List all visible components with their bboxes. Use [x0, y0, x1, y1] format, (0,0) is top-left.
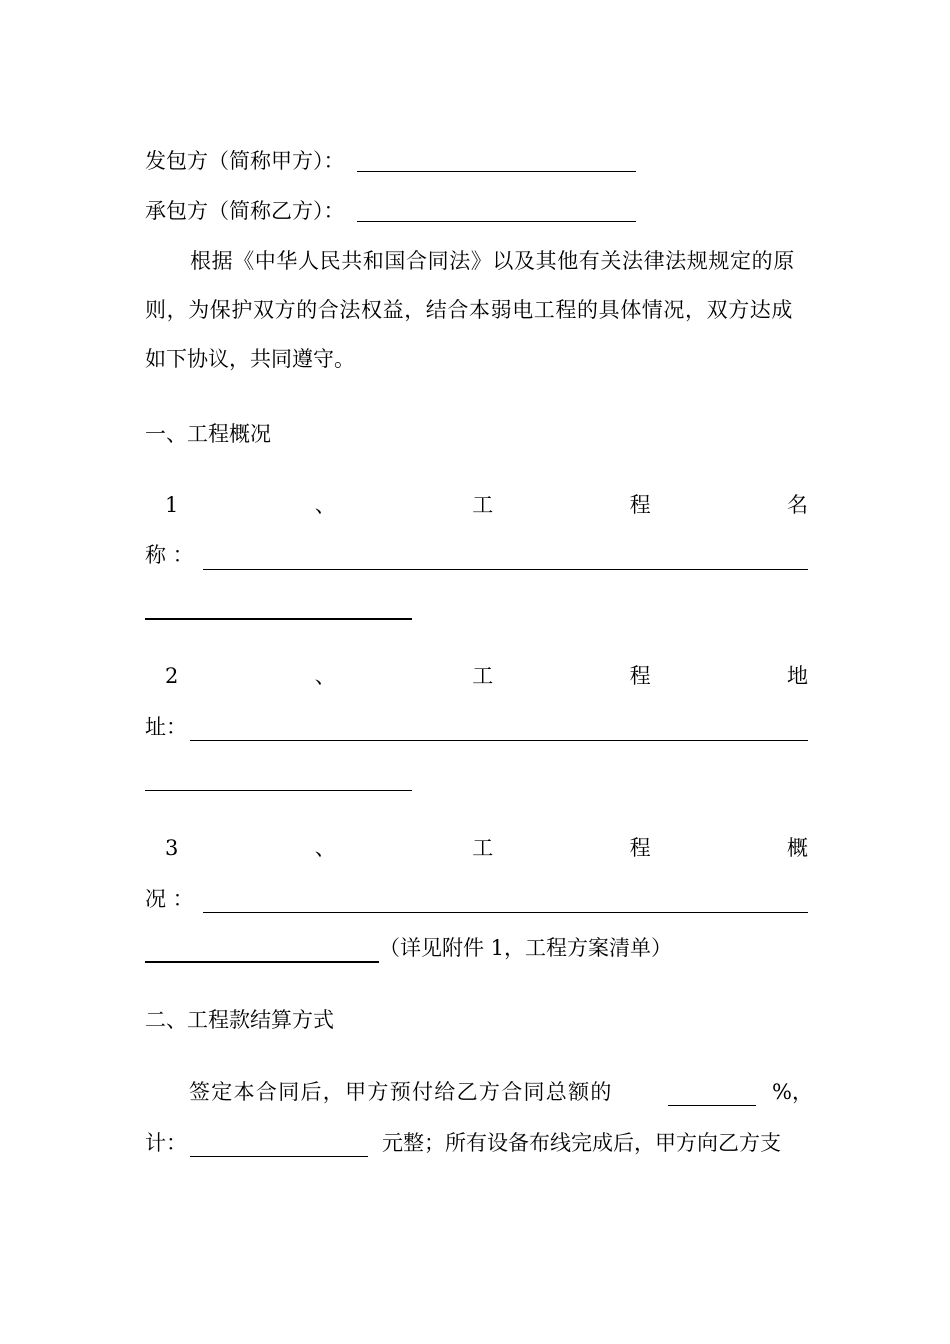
party-a-label: 发包方（简称甲方）： — [145, 149, 345, 173]
section2-line2-prefix: 计： — [145, 1131, 187, 1155]
item1-c2: 程 — [629, 493, 651, 517]
section2-line2-suffix: 元整；所有设备布线完成后，甲方向乙方支 — [382, 1131, 781, 1155]
amount-blank[interactable] — [190, 1156, 368, 1157]
item1-num: 1 — [165, 493, 179, 517]
section1-heading: 一、工程概况 — [145, 422, 271, 446]
item2-c3: 地 — [787, 664, 808, 688]
item3-num: 3 — [165, 836, 179, 860]
item3-c1: 工 — [472, 836, 494, 860]
section2-line1-prefix: 签定本合同后，甲方预付给乙方合同总额的 — [189, 1080, 613, 1104]
item3-sep: 、 — [314, 836, 336, 860]
preamble-line-2: 则，为保护双方的合法权益，结合本弱电工程的具体情况，双方达成 — [145, 298, 793, 322]
item1-c3: 名 — [787, 493, 808, 517]
party-a-blank[interactable] — [357, 171, 636, 172]
item2-c1: 工 — [472, 664, 494, 688]
item1-sep: 、 — [314, 493, 336, 517]
item2-blank-cont[interactable] — [145, 790, 412, 791]
item3-tail: 况 ： — [145, 887, 194, 911]
percent-blank[interactable] — [668, 1105, 756, 1106]
item2-blank[interactable] — [190, 740, 808, 741]
party-b-blank[interactable] — [357, 221, 636, 222]
party-b-label: 承包方（简称乙方）： — [145, 199, 345, 223]
item1-blank-cont[interactable] — [145, 618, 412, 620]
item2-sep: 、 — [314, 664, 336, 688]
preamble-line-1: 根据《中华人民共和国合同法》以及其他有关法律法规规定的原 — [190, 249, 795, 273]
section2-heading: 二、工程款结算方式 — [145, 1008, 334, 1032]
item1-tail: 称 ： — [145, 543, 194, 567]
item3-row — [145, 835, 808, 861]
item3-blank-cont[interactable] — [145, 961, 379, 963]
item3-c2: 程 — [629, 836, 651, 860]
item2-num: 2 — [165, 664, 179, 688]
item2-row — [145, 663, 808, 689]
item3-c3: 概 — [787, 836, 808, 860]
preamble-line-3: 如下协议，共同遵守。 — [145, 347, 355, 371]
section2-line1-suffix: %， — [772, 1080, 813, 1104]
item1-blank[interactable] — [203, 569, 808, 570]
attachment-note: （详见附件 1，工程方案清单） — [379, 936, 673, 960]
item1-row — [145, 492, 808, 518]
item1-c1: 工 — [472, 493, 494, 517]
item2-c2: 程 — [629, 664, 651, 688]
item2-tail: 址： — [145, 715, 187, 739]
item3-blank[interactable] — [203, 912, 808, 913]
